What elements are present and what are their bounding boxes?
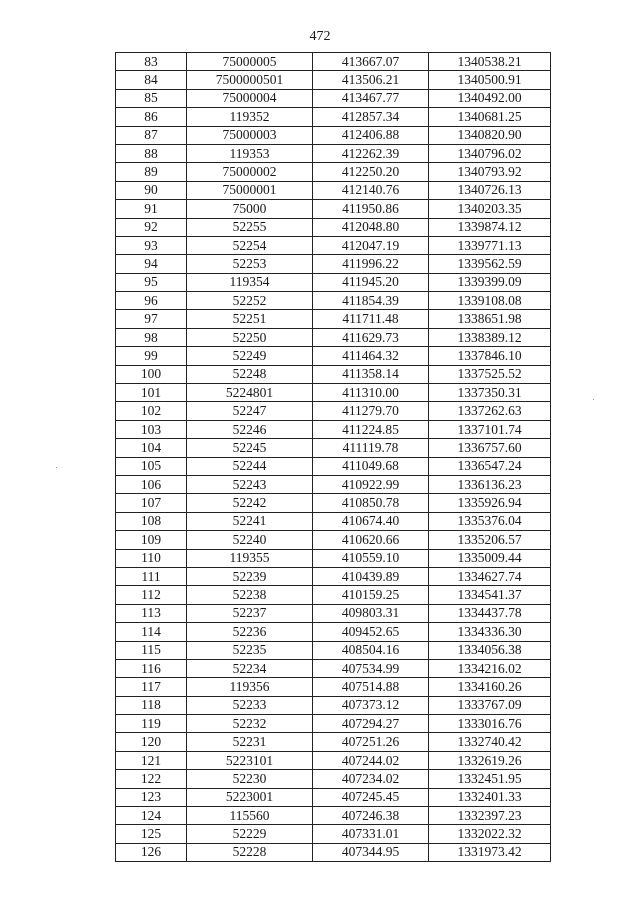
table-row xyxy=(116,163,551,181)
point-id-cell: 52236 xyxy=(187,623,313,641)
row-number-cell: 120 xyxy=(116,733,187,751)
row-number-cell: 125 xyxy=(116,825,187,843)
table-row xyxy=(116,696,551,714)
row-number-cell: 85 xyxy=(116,89,187,107)
row-number-cell: 100 xyxy=(116,365,187,383)
point-id-cell: 119354 xyxy=(187,273,313,291)
row-number-cell: 110 xyxy=(116,549,187,567)
x-coordinate-cell: 412048.80 xyxy=(313,218,429,236)
y-coordinate-cell: 1339108.08 xyxy=(429,292,551,310)
point-id-cell: 75000001 xyxy=(187,181,313,199)
x-coordinate-cell: 413506.21 xyxy=(313,71,429,89)
x-coordinate-cell: 413667.07 xyxy=(313,53,429,71)
row-number-cell: 117 xyxy=(116,678,187,696)
x-coordinate-cell: 411279.70 xyxy=(313,402,429,420)
x-coordinate-cell: 407534.99 xyxy=(313,659,429,677)
point-id-cell: 75000004 xyxy=(187,89,313,107)
y-coordinate-cell: 1334541.37 xyxy=(429,586,551,604)
row-number-cell: 112 xyxy=(116,586,187,604)
y-coordinate-cell: 1334056.38 xyxy=(429,641,551,659)
point-id-cell: 52230 xyxy=(187,770,313,788)
x-coordinate-cell: 411310.00 xyxy=(313,384,429,402)
table-row xyxy=(116,678,551,696)
row-number-cell: 89 xyxy=(116,163,187,181)
point-id-cell: 52242 xyxy=(187,494,313,512)
row-number-cell: 105 xyxy=(116,457,187,475)
point-id-cell: 52251 xyxy=(187,310,313,328)
point-id-cell: 52250 xyxy=(187,328,313,346)
table-row xyxy=(116,181,551,199)
table-row xyxy=(116,623,551,641)
point-id-cell: 5224801 xyxy=(187,384,313,402)
x-coordinate-cell: 410620.66 xyxy=(313,531,429,549)
y-coordinate-cell: 1340820.90 xyxy=(429,126,551,144)
x-coordinate-cell: 411711.48 xyxy=(313,310,429,328)
point-id-cell: 52239 xyxy=(187,567,313,585)
row-number-cell: 108 xyxy=(116,512,187,530)
point-id-cell: 52246 xyxy=(187,420,313,438)
table-row xyxy=(116,641,551,659)
point-id-cell: 52232 xyxy=(187,715,313,733)
row-number-cell: 99 xyxy=(116,347,187,365)
y-coordinate-cell: 1334160.26 xyxy=(429,678,551,696)
x-coordinate-cell: 407294.27 xyxy=(313,715,429,733)
y-coordinate-cell: 1340500.91 xyxy=(429,71,551,89)
point-id-cell: 7500000501 xyxy=(187,71,313,89)
y-coordinate-cell: 1334216.02 xyxy=(429,659,551,677)
row-number-cell: 86 xyxy=(116,108,187,126)
table-row xyxy=(116,89,551,107)
x-coordinate-cell: 410439.89 xyxy=(313,567,429,585)
row-number-cell: 123 xyxy=(116,788,187,806)
scan-speck xyxy=(593,399,594,400)
point-id-cell: 119355 xyxy=(187,549,313,567)
table-row xyxy=(116,292,551,310)
row-number-cell: 84 xyxy=(116,71,187,89)
point-id-cell: 52245 xyxy=(187,439,313,457)
y-coordinate-cell: 1337262.63 xyxy=(429,402,551,420)
point-id-cell: 52249 xyxy=(187,347,313,365)
row-number-cell: 98 xyxy=(116,328,187,346)
y-coordinate-cell: 1332740.42 xyxy=(429,733,551,751)
row-number-cell: 107 xyxy=(116,494,187,512)
page-number: 472 xyxy=(309,29,331,44)
point-id-cell: 5223101 xyxy=(187,751,313,769)
point-id-cell: 52238 xyxy=(187,586,313,604)
row-number-cell: 122 xyxy=(116,770,187,788)
table-row xyxy=(116,236,551,254)
point-id-cell: 5223001 xyxy=(187,788,313,806)
table-row xyxy=(116,494,551,512)
x-coordinate-cell: 410559.10 xyxy=(313,549,429,567)
row-number-cell: 96 xyxy=(116,292,187,310)
x-coordinate-cell: 411224.85 xyxy=(313,420,429,438)
point-id-cell: 52252 xyxy=(187,292,313,310)
row-number-cell: 111 xyxy=(116,567,187,585)
table-row xyxy=(116,825,551,843)
table-row xyxy=(116,402,551,420)
table-row xyxy=(116,586,551,604)
row-number-cell: 94 xyxy=(116,255,187,273)
table-row xyxy=(116,71,551,89)
table-row xyxy=(116,751,551,769)
table-row xyxy=(116,108,551,126)
x-coordinate-cell: 410922.99 xyxy=(313,475,429,493)
x-coordinate-cell: 412250.20 xyxy=(313,163,429,181)
row-number-cell: 126 xyxy=(116,843,187,861)
table-row xyxy=(116,365,551,383)
x-coordinate-cell: 408504.16 xyxy=(313,641,429,659)
row-number-cell: 88 xyxy=(116,144,187,162)
y-coordinate-cell: 1331973.42 xyxy=(429,843,551,861)
row-number-cell: 106 xyxy=(116,475,187,493)
x-coordinate-cell: 412262.39 xyxy=(313,144,429,162)
x-coordinate-cell: 411629.73 xyxy=(313,328,429,346)
y-coordinate-cell: 1337846.10 xyxy=(429,347,551,365)
y-coordinate-cell: 1338389.12 xyxy=(429,328,551,346)
x-coordinate-cell: 411945.20 xyxy=(313,273,429,291)
table-row xyxy=(116,384,551,402)
point-id-cell: 119352 xyxy=(187,108,313,126)
row-number-cell: 103 xyxy=(116,420,187,438)
x-coordinate-cell: 412140.76 xyxy=(313,181,429,199)
table-row xyxy=(116,843,551,861)
table-row xyxy=(116,218,551,236)
x-coordinate-cell: 407234.02 xyxy=(313,770,429,788)
row-number-cell: 83 xyxy=(116,53,187,71)
point-id-cell: 52235 xyxy=(187,641,313,659)
point-id-cell: 52254 xyxy=(187,236,313,254)
y-coordinate-cell: 1333016.76 xyxy=(429,715,551,733)
row-number-cell: 92 xyxy=(116,218,187,236)
point-id-cell: 52231 xyxy=(187,733,313,751)
y-coordinate-cell: 1336136.23 xyxy=(429,475,551,493)
table-row xyxy=(116,567,551,585)
row-number-cell: 124 xyxy=(116,807,187,825)
point-id-cell: 119353 xyxy=(187,144,313,162)
x-coordinate-cell: 411854.39 xyxy=(313,292,429,310)
y-coordinate-cell: 1332401.33 xyxy=(429,788,551,806)
row-number-cell: 118 xyxy=(116,696,187,714)
table-row xyxy=(116,255,551,273)
x-coordinate-cell: 410674.40 xyxy=(313,512,429,530)
point-id-cell: 52240 xyxy=(187,531,313,549)
y-coordinate-cell: 1338651.98 xyxy=(429,310,551,328)
y-coordinate-cell: 1336757.60 xyxy=(429,439,551,457)
point-id-cell: 52244 xyxy=(187,457,313,475)
x-coordinate-cell: 411049.68 xyxy=(313,457,429,475)
table-body xyxy=(116,53,551,862)
point-id-cell: 52255 xyxy=(187,218,313,236)
point-id-cell: 52228 xyxy=(187,843,313,861)
row-number-cell: 109 xyxy=(116,531,187,549)
y-coordinate-cell: 1337350.31 xyxy=(429,384,551,402)
point-id-cell: 52253 xyxy=(187,255,313,273)
table-row xyxy=(116,347,551,365)
x-coordinate-cell: 412047.19 xyxy=(313,236,429,254)
point-id-cell: 75000005 xyxy=(187,53,313,71)
scan-speck xyxy=(56,467,57,468)
x-coordinate-cell: 407331.01 xyxy=(313,825,429,843)
y-coordinate-cell: 1337101.74 xyxy=(429,420,551,438)
y-coordinate-cell: 1335376.04 xyxy=(429,512,551,530)
coordinates-table xyxy=(115,52,551,862)
y-coordinate-cell: 1333767.09 xyxy=(429,696,551,714)
table-row xyxy=(116,144,551,162)
row-number-cell: 93 xyxy=(116,236,187,254)
row-number-cell: 104 xyxy=(116,439,187,457)
x-coordinate-cell: 407251.26 xyxy=(313,733,429,751)
table-row xyxy=(116,420,551,438)
y-coordinate-cell: 1334437.78 xyxy=(429,604,551,622)
table-row xyxy=(116,475,551,493)
y-coordinate-cell: 1332451.95 xyxy=(429,770,551,788)
x-coordinate-cell: 410159.25 xyxy=(313,586,429,604)
y-coordinate-cell: 1334336.30 xyxy=(429,623,551,641)
y-coordinate-cell: 1340726.13 xyxy=(429,181,551,199)
row-number-cell: 121 xyxy=(116,751,187,769)
table-row xyxy=(116,439,551,457)
point-id-cell: 52248 xyxy=(187,365,313,383)
x-coordinate-cell: 407373.12 xyxy=(313,696,429,714)
point-id-cell: 52237 xyxy=(187,604,313,622)
point-id-cell: 52241 xyxy=(187,512,313,530)
y-coordinate-cell: 1340681.25 xyxy=(429,108,551,126)
x-coordinate-cell: 411119.78 xyxy=(313,439,429,457)
x-coordinate-cell: 407514.88 xyxy=(313,678,429,696)
point-id-cell: 52229 xyxy=(187,825,313,843)
y-coordinate-cell: 1336547.24 xyxy=(429,457,551,475)
y-coordinate-cell: 1335206.57 xyxy=(429,531,551,549)
point-id-cell: 52234 xyxy=(187,659,313,677)
y-coordinate-cell: 1340793.92 xyxy=(429,163,551,181)
row-number-cell: 119 xyxy=(116,715,187,733)
point-id-cell: 52243 xyxy=(187,475,313,493)
y-coordinate-cell: 1334627.74 xyxy=(429,567,551,585)
x-coordinate-cell: 411950.86 xyxy=(313,200,429,218)
x-coordinate-cell: 407246.38 xyxy=(313,807,429,825)
row-number-cell: 102 xyxy=(116,402,187,420)
x-coordinate-cell: 411464.32 xyxy=(313,347,429,365)
y-coordinate-cell: 1339399.09 xyxy=(429,273,551,291)
table-row xyxy=(116,512,551,530)
row-number-cell: 90 xyxy=(116,181,187,199)
table-row xyxy=(116,770,551,788)
point-id-cell: 115560 xyxy=(187,807,313,825)
table-row xyxy=(116,604,551,622)
row-number-cell: 114 xyxy=(116,623,187,641)
x-coordinate-cell: 409452.65 xyxy=(313,623,429,641)
x-coordinate-cell: 409803.31 xyxy=(313,604,429,622)
row-number-cell: 115 xyxy=(116,641,187,659)
point-id-cell: 52247 xyxy=(187,402,313,420)
row-number-cell: 97 xyxy=(116,310,187,328)
y-coordinate-cell: 1335009.44 xyxy=(429,549,551,567)
table-row xyxy=(116,53,551,71)
y-coordinate-cell: 1332022.32 xyxy=(429,825,551,843)
x-coordinate-cell: 410850.78 xyxy=(313,494,429,512)
table-row xyxy=(116,733,551,751)
row-number-cell: 113 xyxy=(116,604,187,622)
table-row xyxy=(116,531,551,549)
x-coordinate-cell: 411996.22 xyxy=(313,255,429,273)
point-id-cell: 119356 xyxy=(187,678,313,696)
row-number-cell: 95 xyxy=(116,273,187,291)
y-coordinate-cell: 1332619.26 xyxy=(429,751,551,769)
x-coordinate-cell: 407244.02 xyxy=(313,751,429,769)
y-coordinate-cell: 1339562.59 xyxy=(429,255,551,273)
x-coordinate-cell: 412406.88 xyxy=(313,126,429,144)
x-coordinate-cell: 407344.95 xyxy=(313,843,429,861)
y-coordinate-cell: 1332397.23 xyxy=(429,807,551,825)
point-id-cell: 75000 xyxy=(187,200,313,218)
row-number-cell: 101 xyxy=(116,384,187,402)
y-coordinate-cell: 1339874.12 xyxy=(429,218,551,236)
table-row xyxy=(116,328,551,346)
y-coordinate-cell: 1339771.13 xyxy=(429,236,551,254)
x-coordinate-cell: 411358.14 xyxy=(313,365,429,383)
row-number-cell: 91 xyxy=(116,200,187,218)
y-coordinate-cell: 1340538.21 xyxy=(429,53,551,71)
table-row xyxy=(116,549,551,567)
y-coordinate-cell: 1340203.35 xyxy=(429,200,551,218)
table-row xyxy=(116,659,551,677)
table-row xyxy=(116,788,551,806)
y-coordinate-cell: 1337525.52 xyxy=(429,365,551,383)
table-row xyxy=(116,807,551,825)
y-coordinate-cell: 1335926.94 xyxy=(429,494,551,512)
table-row xyxy=(116,200,551,218)
table-row xyxy=(116,715,551,733)
table-row xyxy=(116,457,551,475)
y-coordinate-cell: 1340492.00 xyxy=(429,89,551,107)
x-coordinate-cell: 413467.77 xyxy=(313,89,429,107)
point-id-cell: 75000002 xyxy=(187,163,313,181)
table-row xyxy=(116,126,551,144)
row-number-cell: 116 xyxy=(116,659,187,677)
point-id-cell: 52233 xyxy=(187,696,313,714)
point-id-cell: 75000003 xyxy=(187,126,313,144)
table-row xyxy=(116,310,551,328)
x-coordinate-cell: 407245.45 xyxy=(313,788,429,806)
row-number-cell: 87 xyxy=(116,126,187,144)
y-coordinate-cell: 1340796.02 xyxy=(429,144,551,162)
x-coordinate-cell: 412857.34 xyxy=(313,108,429,126)
table-row xyxy=(116,273,551,291)
